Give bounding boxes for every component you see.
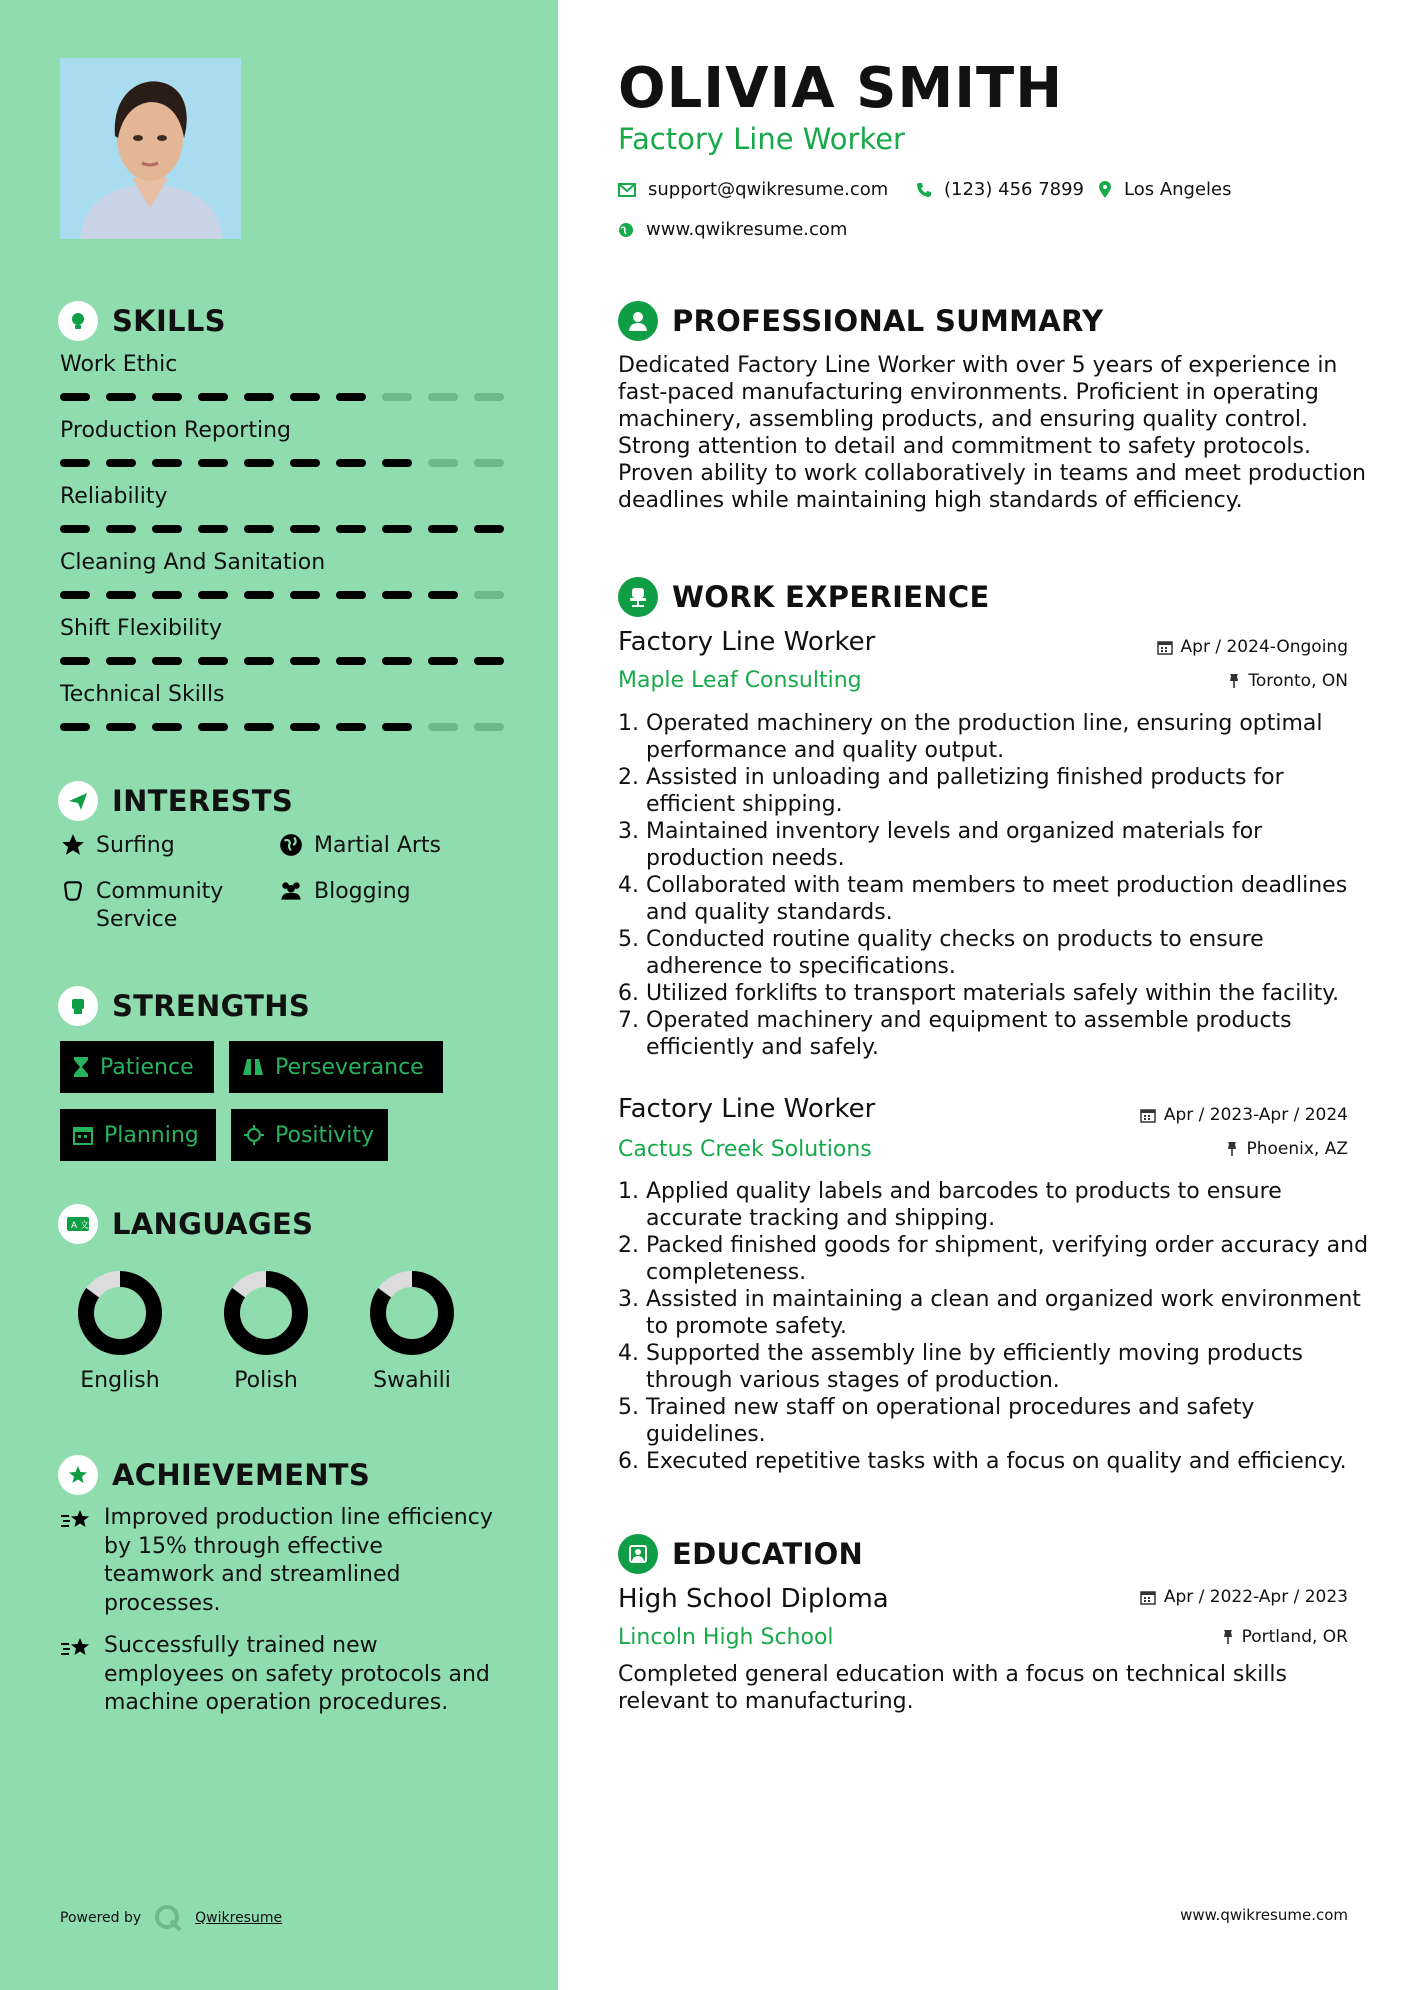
- skill-level-segment: [60, 723, 90, 731]
- duty-item: [618, 1340, 1378, 1394]
- language-level-donut: [75, 1268, 165, 1358]
- duty-text: Executed repetitive tasks with a focus on quality and efficiency.: [646, 1449, 1347, 1474]
- calendar-icon: [72, 1124, 94, 1146]
- school-name: Lincoln High School: [618, 1625, 834, 1650]
- language-label: Polish: [234, 1368, 298, 1393]
- email-text[interactable]: support@qwikresume.com: [648, 179, 889, 200]
- job-title: Factory Line Worker: [618, 627, 876, 657]
- sun-icon: [243, 1124, 265, 1146]
- job-duties-list: [618, 710, 1378, 1061]
- job-company: Maple Leaf Consulting: [618, 668, 862, 693]
- skill-level-segment: [382, 657, 412, 665]
- profile-photo: [60, 58, 241, 239]
- skill-level-bar: [60, 525, 504, 533]
- skill-label: Shift Flexibility: [60, 616, 222, 641]
- job-dates: [1140, 1105, 1348, 1125]
- skill-level-segment: [382, 591, 412, 599]
- job-duties-list: [618, 1178, 1378, 1475]
- duty-number: 3.: [618, 1287, 639, 1312]
- skill-level-bar: [60, 459, 504, 467]
- education-title: EDUCATION: [672, 1537, 864, 1571]
- skill-level-segment: [474, 393, 504, 401]
- strengths-title: STRENGTHS: [112, 989, 311, 1023]
- duty-item: [618, 1394, 1378, 1448]
- job-dates: [1157, 637, 1348, 657]
- skill-level-segment: [382, 525, 412, 533]
- job-dates-text: Apr / 2023-Apr / 2024: [1163, 1105, 1348, 1125]
- website-text[interactable]: www.qwikresume.com: [646, 219, 848, 240]
- powered-by-label: Powered by: [60, 1910, 142, 1926]
- duty-number: 3.: [618, 819, 639, 844]
- skill-level-segment: [198, 591, 228, 599]
- duty-number: 4.: [618, 873, 639, 898]
- duty-text: Assisted in unloading and palletizing finished products for efficient shipping.: [646, 765, 1284, 817]
- degree-title: High School Diploma: [618, 1584, 889, 1614]
- achievements-title: ACHIEVEMENTS: [112, 1458, 371, 1492]
- achievement-item: [60, 1504, 500, 1618]
- duty-number: 4.: [618, 1341, 639, 1366]
- paper-plane-icon: [58, 781, 98, 821]
- job-dates-text: Apr / 2024-Ongoing: [1180, 637, 1348, 657]
- skill-level-segment: [244, 393, 274, 401]
- email-contact: [618, 179, 888, 200]
- duty-number: 5.: [618, 1395, 639, 1420]
- candidate-role: Factory Line Worker: [618, 122, 905, 156]
- languages-title: LANGUAGES: [112, 1207, 314, 1241]
- footer-url[interactable]: www.qwikresume.com: [1180, 1906, 1348, 1924]
- powered-by: [60, 1903, 282, 1933]
- duty-item: [618, 1448, 1378, 1475]
- qwikresume-logo-icon: [153, 1903, 183, 1933]
- skill-level-segment: [106, 657, 136, 665]
- envelope-icon: [618, 183, 636, 197]
- skill-level-segment: [382, 393, 412, 401]
- phone-contact: [916, 179, 1084, 200]
- duty-number: 1.: [618, 711, 639, 736]
- interest-item: [60, 878, 260, 934]
- shooting-star-icon: [60, 1506, 94, 1534]
- skill-level-segment: [428, 459, 458, 467]
- experience-title: WORK EXPERIENCE: [672, 580, 990, 614]
- skill-level-segment: [244, 591, 274, 599]
- skill-label: Production Reporting: [60, 418, 291, 443]
- phone-icon: [916, 182, 932, 198]
- duty-number: 5.: [618, 927, 639, 952]
- skill-level-segment: [60, 393, 90, 401]
- skill-level-segment: [474, 525, 504, 533]
- skill-level-segment: [428, 591, 458, 599]
- skill-level-segment: [60, 459, 90, 467]
- duty-number: 6.: [618, 1449, 639, 1474]
- skill-label: Technical Skills: [60, 682, 225, 707]
- skills-heading: [58, 301, 226, 341]
- skill-level-segment: [290, 657, 320, 665]
- star-icon: [60, 832, 86, 858]
- skill-level-segment: [198, 525, 228, 533]
- duty-item: [618, 818, 1378, 872]
- duty-text: Supported the assembly line by efficiently moving products through various stages of production.: [646, 1341, 1303, 1393]
- skill-level-segment: [106, 459, 136, 467]
- achievement-text: Successfully trained new employees on safety protocols and machine operation procedures.: [104, 1633, 490, 1715]
- skill-level-segment: [152, 525, 182, 533]
- duty-text: Utilized forklifts to transport materials safely within the facility.: [646, 981, 1340, 1006]
- strength-label: Patience: [100, 1054, 194, 1080]
- skill-level-segment: [152, 591, 182, 599]
- duty-number: 2.: [618, 1233, 639, 1258]
- star-badge-icon: [58, 1455, 98, 1495]
- skill-level-segment: [244, 459, 274, 467]
- phone-text[interactable]: (123) 456 7899: [944, 179, 1085, 200]
- education-location: [1222, 1627, 1348, 1647]
- education-dates-text: Apr / 2022-Apr / 2023: [1163, 1587, 1348, 1607]
- language-icon: [58, 1204, 98, 1244]
- lightbulb-icon: [58, 301, 98, 341]
- skill-level-segment: [106, 723, 136, 731]
- skill-level-segment: [474, 591, 504, 599]
- fist-icon: [58, 986, 98, 1026]
- skill-level-segment: [198, 657, 228, 665]
- strength-label: Planning: [104, 1122, 199, 1148]
- skill-level-segment: [474, 723, 504, 731]
- pushpin-icon: [1226, 1141, 1238, 1157]
- summary-heading: [618, 301, 1103, 341]
- skill-level-segment: [60, 657, 90, 665]
- skill-level-segment: [244, 657, 274, 665]
- shooting-star-icon: [60, 1634, 94, 1662]
- strength-label: Perseverance: [275, 1054, 424, 1080]
- duty-text: Assisted in maintaining a clean and organized work environment to promote safety.: [646, 1287, 1361, 1339]
- office-chair-icon: [618, 577, 658, 617]
- duty-text: Operated machinery and equipment to assemble products efficiently and safely.: [646, 1008, 1292, 1060]
- user-icon: [618, 301, 658, 341]
- skill-level-segment: [336, 459, 366, 467]
- calendar-icon: [1140, 1589, 1156, 1605]
- duty-item: [618, 1007, 1378, 1061]
- language-item: [65, 1268, 175, 1393]
- language-level-donut: [367, 1268, 457, 1358]
- skills-title: SKILLS: [112, 304, 226, 338]
- skill-level-segment: [198, 393, 228, 401]
- skill-level-segment: [336, 591, 366, 599]
- language-item: [357, 1268, 467, 1393]
- skill-level-segment: [244, 525, 274, 533]
- duty-number: 6.: [618, 981, 639, 1006]
- skill-level-segment: [336, 657, 366, 665]
- skill-level-segment: [474, 459, 504, 467]
- duty-item: [618, 926, 1378, 980]
- strength-badge: [60, 1109, 216, 1161]
- skill-level-segment: [290, 393, 320, 401]
- candidate-name: OLIVIA SMITH: [618, 56, 1064, 121]
- duty-number: 7.: [618, 1008, 639, 1033]
- skill-level-segment: [244, 723, 274, 731]
- strength-badge: [231, 1109, 388, 1161]
- calendar-icon: [1140, 1107, 1156, 1123]
- skill-level-segment: [382, 459, 412, 467]
- skill-level-bar: [60, 723, 504, 731]
- duty-text: Operated machinery on the production line, ensuring optimal performance and quality output.: [646, 711, 1323, 763]
- duty-item: [618, 980, 1378, 1007]
- map-pin-icon: [1098, 181, 1112, 199]
- duty-text: Applied quality labels and barcodes to products to ensure accurate tracking and shipping.: [646, 1179, 1282, 1231]
- interest-label: Community Service: [96, 879, 224, 932]
- qwikresume-link[interactable]: Qwikresume: [195, 1910, 283, 1926]
- job-title: Factory Line Worker: [618, 1094, 876, 1124]
- skill-level-segment: [198, 723, 228, 731]
- strength-badge: [60, 1041, 214, 1093]
- interest-item: [60, 832, 175, 860]
- skill-label: Cleaning And Sanitation: [60, 550, 326, 575]
- sidebar: [0, 0, 558, 1990]
- duty-number: 1.: [618, 1179, 639, 1204]
- website-contact: [618, 219, 847, 240]
- job-location: [1228, 671, 1348, 691]
- location-text: Los Angeles: [1124, 179, 1232, 200]
- globe-icon: [618, 222, 634, 238]
- skill-level-segment: [336, 723, 366, 731]
- skill-level-bar: [60, 591, 504, 599]
- svg-text:文: 文: [80, 1221, 90, 1231]
- graduate-icon: [618, 1534, 658, 1574]
- interest-label: Surfing: [96, 833, 175, 858]
- binoculars-icon: [241, 1057, 265, 1077]
- education-location-text: Portland, OR: [1241, 1627, 1348, 1647]
- duty-item: [618, 710, 1378, 764]
- skill-level-segment: [152, 393, 182, 401]
- duty-number: 2.: [618, 765, 639, 790]
- languages-heading: [58, 1204, 313, 1244]
- language-item: [211, 1268, 321, 1393]
- skill-label: Reliability: [60, 484, 168, 509]
- skill-level-segment: [60, 525, 90, 533]
- skill-level-segment: [474, 657, 504, 665]
- skill-level-segment: [428, 525, 458, 533]
- skill-level-segment: [60, 591, 90, 599]
- skill-level-segment: [198, 459, 228, 467]
- strengths-heading: [58, 986, 310, 1026]
- duty-text: Trained new staff on operational procedures and safety guidelines.: [646, 1395, 1255, 1447]
- duty-item: [618, 1286, 1378, 1340]
- skill-level-segment: [290, 723, 320, 731]
- strength-badge: [229, 1041, 443, 1093]
- interest-item: [278, 832, 441, 860]
- skill-level-segment: [106, 591, 136, 599]
- globe-icon: [278, 832, 304, 858]
- interest-item: [278, 878, 411, 906]
- education-dates: [1140, 1587, 1348, 1607]
- experience-heading: [618, 577, 990, 617]
- skill-level-segment: [290, 525, 320, 533]
- summary-title: PROFESSIONAL SUMMARY: [672, 304, 1104, 338]
- skill-level-segment: [290, 591, 320, 599]
- skill-level-segment: [428, 723, 458, 731]
- summary-text: Dedicated Factory Line Worker with over 5 years of experience in fast-paced manufacturing environments. Proficient in operating machinery, assembling products, and ensuring quality control. Strong attention to detail and commitment to safety protocols. Proven ability to work collaboratively in teams and meet production deadlines while maintaining high standards of efficiency.: [618, 353, 1366, 513]
- skill-level-segment: [336, 393, 366, 401]
- duty-text: Maintained inventory levels and organized materials for production needs.: [646, 819, 1263, 871]
- strength-label: Positivity: [275, 1122, 375, 1148]
- education-heading: [618, 1534, 863, 1574]
- skill-level-segment: [336, 525, 366, 533]
- skill-level-segment: [428, 657, 458, 665]
- svg-text:A: A: [71, 1221, 78, 1231]
- language-level-donut: [221, 1268, 311, 1358]
- achievement-item: [60, 1632, 500, 1718]
- duty-item: [618, 764, 1378, 818]
- duty-text: Packed finished goods for shipment, verifying order accuracy and completeness.: [646, 1233, 1369, 1285]
- users-icon: [278, 878, 304, 904]
- skill-level-segment: [152, 657, 182, 665]
- location-contact: [1098, 179, 1232, 200]
- pushpin-icon: [1222, 1629, 1234, 1645]
- duty-item: [618, 1178, 1378, 1232]
- job-location: [1226, 1139, 1348, 1159]
- job-company: Cactus Creek Solutions: [618, 1137, 872, 1162]
- interest-label: Martial Arts: [314, 833, 442, 858]
- skill-label: Work Ethic: [60, 352, 178, 377]
- duty-text: Conducted routine quality checks on products to ensure adherence to specifications.: [646, 927, 1264, 979]
- skill-level-segment: [290, 459, 320, 467]
- skill-level-segment: [152, 459, 182, 467]
- skill-level-bar: [60, 657, 504, 665]
- education-text: Completed general education with a focus on technical skills relevant to manufacturing.: [618, 1662, 1287, 1714]
- skill-level-segment: [106, 393, 136, 401]
- interests-title: INTERESTS: [112, 784, 294, 818]
- duty-item: [618, 1232, 1378, 1286]
- interests-heading: [58, 781, 293, 821]
- skill-level-segment: [152, 723, 182, 731]
- job-location-text: Phoenix, AZ: [1246, 1139, 1348, 1159]
- duty-text: Collaborated with team members to meet production deadlines and quality standards.: [646, 873, 1348, 925]
- skill-level-segment: [428, 393, 458, 401]
- skill-level-segment: [106, 525, 136, 533]
- hand-icon: [60, 878, 86, 904]
- achievements-heading: [58, 1455, 370, 1495]
- duty-item: [618, 872, 1378, 926]
- calendar-icon: [1157, 639, 1173, 655]
- language-label: Swahili: [373, 1368, 451, 1393]
- skill-level-bar: [60, 393, 504, 401]
- main-content: [558, 0, 1407, 1990]
- achievement-text: Improved production line efficiency by 15% through effective teamwork and streamlined processes.: [104, 1505, 493, 1616]
- pushpin-icon: [1228, 673, 1240, 689]
- skill-level-segment: [382, 723, 412, 731]
- job-location-text: Toronto, ON: [1248, 671, 1348, 691]
- hourglass-icon: [72, 1056, 90, 1078]
- interest-label: Blogging: [314, 879, 411, 904]
- language-label: English: [80, 1368, 160, 1393]
